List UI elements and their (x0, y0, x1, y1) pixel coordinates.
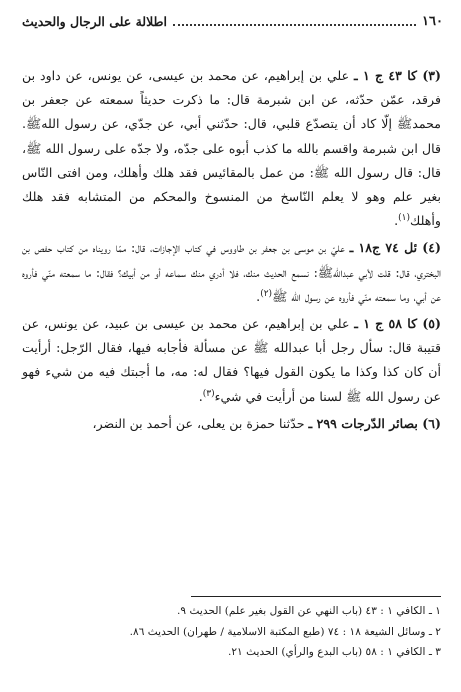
hadith-source-ref: (٦) بصائر الدّرجات ٢٩٩ ـ (308, 415, 441, 431)
hadith-paragraph-4: (٤) ئل ٧٤ ج١٨ ـ عليّ بن موسى بن جعفر بن طاووس في كتاب الإجازات، قال: ممّا رويناه من كتاب حفص بن البختري، قال: قلت لأبي عبداللهﷺ: نسمع الحديث منك، فلا أدري منك سماعه أو من أبيك؟ فقال: ما سمعته منّي فأروه عن أبي، وما سمعته منّي فأروه عن رسول الله ﷺ$^{(٢)}$. (22, 240, 441, 304)
footnote-1: ١ ـ الكافي ١ : ٤٣ (باب النهي عن القول بغير علم) الحديث ٩. (177, 605, 441, 617)
footnotes (22, 601, 441, 663)
page-number: ١٦٠ (422, 13, 443, 29)
hadith-text: علي بن إبراهيم، عن محمد بن عيسى، عن يونس، عن داود بن فرقد، عمّن حدّثه، عن ابن شبرمة قال: ما ذكرت حديثاً سمعته عن جعفر بن محمدﷺ إلّا كاد أن يتصدّع قلبي، قال: حدّثني أبي، عن جدّي، عن رسول اللهﷺ. قال ابن شبرمة واقسم بالله ما كذب أبوه على جدّه، ولا جدّه على رسول الله ﷺ، قال: قال رسول الله ﷺ: من عمل بالمقائيس فقد هلك وأهلك، ومن افتى النّاس بغير علم وهو لا يعلم النّاسخ من المنسوخ والمحكم من المتشابه فقد هلك وأهلك (22, 68, 441, 229)
hadith-source-ref: (٤) ئل ٧٤ ج١٨ ـ (349, 240, 441, 256)
hadith-source-ref: (٥) كا ٥٨ ج ١ ـ (354, 316, 442, 332)
footnote-separator (191, 596, 441, 597)
running-title: اطلالة على الرجال والحديث (22, 13, 167, 29)
footnote-2: ٢ ـ وسائل الشيعة ١٨ : ٧٤ (طبع المكتبة الاسلامية / طهران) الحديث ٨٦. (129, 625, 441, 638)
hadith-text: حدّثنا حمزة بن يعلى، عن أحمد بن النضر، (92, 415, 305, 431)
main-text (22, 64, 441, 439)
footnote-marker: (١) (398, 213, 410, 224)
footnote-marker: (٣) (202, 388, 215, 399)
hadith-paragraph-6 (22, 412, 441, 436)
hadith-text: عليّ بن موسى بن جعفر بن طاووس في كتاب الإجازات، قال: ممّا رويناه من كتاب حفص بن البختري، قال: قلت لأبي عبداللهﷺ: نسمع الحديث منك، فلا أدري منك سماعه أو من أبيك؟ فقال: ما سمعته منّي فأروه عن أبي، وما سمعته منّي فأروه عن رسول الله ﷺ (22, 240, 441, 304)
hadith-paragraph-5: (٥) كا ٥٨ ج ١ ـ علي بن إبراهيم، عن محمد بن عيسى بن عبيد، عن يونس، عن قتيبة قال: سأل رجل أبا عبدالله ﷺ عن مسألة فأجابه فيها، فقال الرّجل: أرأيت أن كان كذا وكذا ما يكون القول فيها؟ فقال له: مه، ما أجبتك فيه من شيء فهو عن رسول الله ﷺ لسنا من أرأيت في شيء$^{(٣)}$. (22, 316, 442, 404)
footnote-marker: (٢) (260, 288, 273, 299)
hadith-source-ref: (٣) كا ٤٣ ج ١ ـ (354, 68, 442, 83)
hadith-paragraph-3: (٣) كا ٤٣ ج ١ ـ علي بن إبراهيم، عن محمد بن عيسى، عن يونس، عن داود بن فرقد، عمّن حدّثه، عن ابن شبرمة قال: ما ذكرت حديثاً سمعته عن جعفر بن محمدﷺ إلّا كاد أن يتصدّع قلبي، قال: حدّثني أبي، عن جدّي، عن رسول اللهﷺ. قال ابن شبرمة واقسم بالله ما كذب أبوه على جدّه، ولا جدّه على رسول الله ﷺ، قال: قال رسول الله ﷺ: من عمل بالمقائيس فقد هلك وأهلك، ومن افتى النّاس بغير علم وهو لا يعلم النّاسخ من المنسوخ والمحكم من المتشابه فقد هلك وأهلك$^{(١)}$. (22, 68, 442, 229)
header-leader-dots (173, 16, 416, 26)
hadith-text: علي بن إبراهيم، عن محمد بن عيسى بن عبيد، عن يونس، عن قتيبة قال: سأل رجل أبا عبدالله ﷺ عن مسألة فأجابه فيها، فقال الرّجل: أرأيت أن كان كذا وكذا ما يكون القول فيها؟ فقال له: مه، ما أجبتك فيه من شيء فهو عن رسول الله ﷺ لسنا من أرأيت في شيء (22, 316, 441, 404)
running-header (22, 10, 443, 32)
footnote-3: ٣ ـ الكافي ١ : ٥٨ (باب البدع والرأي) الحديث ٢١. (227, 646, 441, 658)
